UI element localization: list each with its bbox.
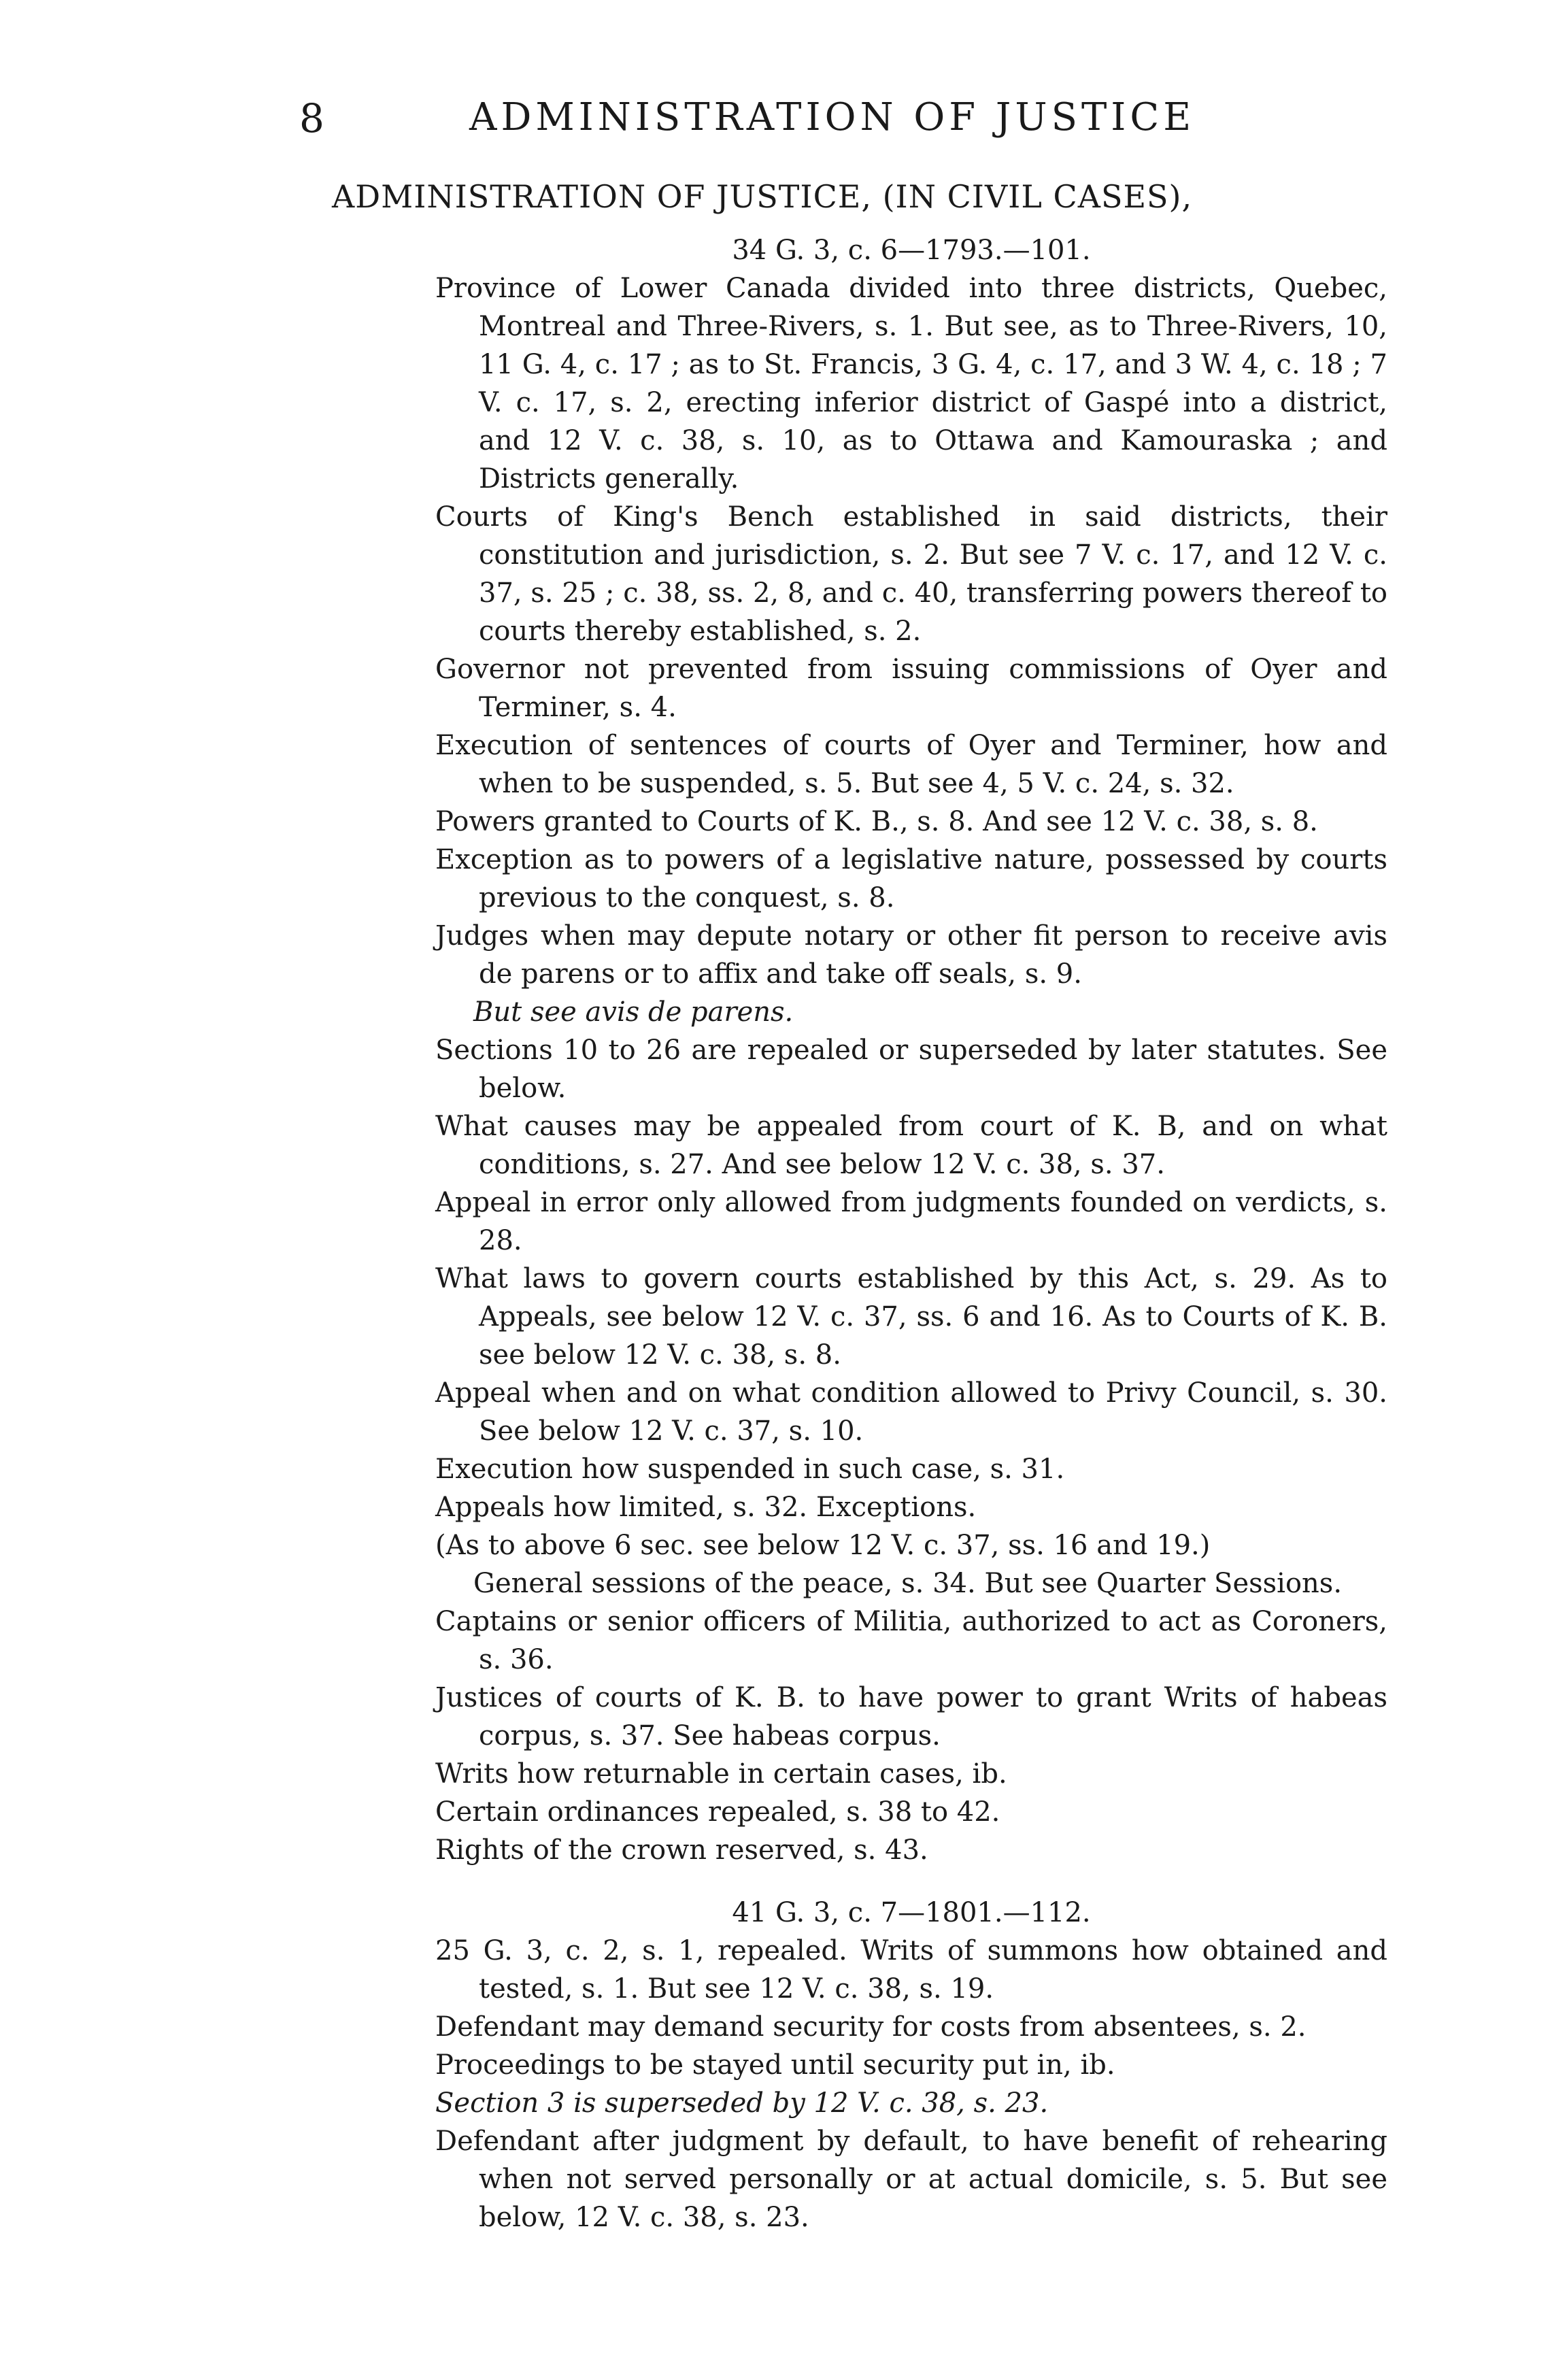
entry: Sections 10 to 26 are repealed or superseded by later statutes. See below. <box>435 1035 1387 1104</box>
entry: Governor not prevented from issuing commissions of Oyer and Terminer, s. 4. <box>435 654 1387 723</box>
running-head: ADMINISTRATION OF JUSTICE <box>469 95 1196 139</box>
entry: Certain ordinances repealed, s. 38 to 42. <box>435 1796 1000 1828</box>
entry: What causes may be appealed from court of K. B, and on what conditions, s. 27. And see below 12 V. c. 38, s. 37. <box>435 1111 1387 1180</box>
entry-note: But see avis de parens. <box>473 996 794 1028</box>
entry: Captains or senior officers of Militia, authorized to act as Coroners, s. 36. <box>435 1606 1387 1675</box>
statute-heading: 34 G. 3, c. 6—1793.—101. <box>732 235 1091 266</box>
page-header <box>299 95 1455 143</box>
entry: Appeal in error only allowed from judgments founded on verdicts, s. 28. <box>435 1187 1387 1256</box>
entry: Province of Lower Canada divided into three districts, Quebec, Montreal and Three-Rivers, s. 1. But see, as to Three-Rivers, 10, 11 G. 4, c. 17 ; as to St. Francis, 3 G. 4, c. 17, and 3 W. 4, c. 18 ; 7 V. c. 17, s. 2, erecting inferior district of Gaspé into a district, and 12 V. c. 38, s. 10, as to Ottawa and Kamouraska ; and Districts generally. <box>435 273 1387 495</box>
entry: Appeal when and on what condition allowed to Privy Council, s. 30. See below 12 V. c. 37, s. 10. <box>435 1377 1387 1447</box>
entry: Defendant after judgment by default, to have benefit of rehearing when not served personally or at actual domicile, s. 5. But see below, 12 V. c. 38, s. 23. <box>435 2126 1387 2233</box>
section-title: ADMINISTRATION OF JUSTICE, (IN CIVIL CASES), <box>332 178 1193 215</box>
statute-heading: 41 G. 3, c. 7—1801.—112. <box>732 1897 1091 1928</box>
entry: Rights of the crown reserved, s. 43. <box>435 1834 928 1866</box>
entry: Section 3 is superseded by 12 V. c. 38, s. 23. <box>435 2088 1049 2119</box>
entry: Proceedings to be stayed until security put in, ib. <box>435 2049 1115 2081</box>
entry: Defendant may demand security for costs from absentees, s. 2. <box>435 2011 1307 2043</box>
page-number: 8 <box>299 95 324 141</box>
entry: Justices of courts of K. B. to have power to grant Writs of habeas corpus, s. 37. See habeas corpus. <box>435 1682 1387 1752</box>
entry: (As to above 6 sec. see below 12 V. c. 37, ss. 16 and 19.) <box>435 1530 1211 1561</box>
entry: General sessions of the peace, s. 34. But see Quarter Sessions. <box>473 1568 1343 1599</box>
entry: Execution of sentences of courts of Oyer and Terminer, how and when to be suspended, s. 5. But see 4, 5 V. c. 24, s. 32. <box>435 730 1387 799</box>
entry: Exception as to powers of a legislative nature, possessed by courts previous to the conquest, s. 8. <box>435 844 1387 914</box>
section-1934-act <box>435 231 1387 1869</box>
entry: Judges when may depute notary or other fit person to receive avis de parens or to affix and take off seals, s. 9. <box>435 920 1387 990</box>
entry: 25 G. 3, c. 2, s. 1, repealed. Writs of summons how obtained and tested, s. 1. But see 12 V. c. 38, s. 19. <box>435 1935 1387 2005</box>
entry: Powers granted to Courts of K. B., s. 8. And see 12 V. c. 38, s. 8. <box>435 806 1318 837</box>
entry: Writs how returnable in certain cases, ib. <box>435 1758 1007 1790</box>
section-1801-act <box>435 1894 1387 2236</box>
entry: What laws to govern courts established by this Act, s. 29. As to Appeals, see below 12 V. c. 37, ss. 6 and 16. As to Courts of K. B. see below 12 V. c. 38, s. 8. <box>435 1263 1387 1371</box>
entry: Execution how suspended in such case, s. 31. <box>435 1454 1065 1485</box>
entry: Courts of King's Bench established in said districts, their constitution and jurisdiction, s. 2. But see 7 V. c. 17, and 12 V. c. 37, s. 25 ; c. 38, ss. 2, 8, and c. 40, transferring powers thereof to courts thereby established, s. 2. <box>435 501 1387 647</box>
entry: Appeals how limited, s. 32. Exceptions. <box>435 1492 977 1523</box>
